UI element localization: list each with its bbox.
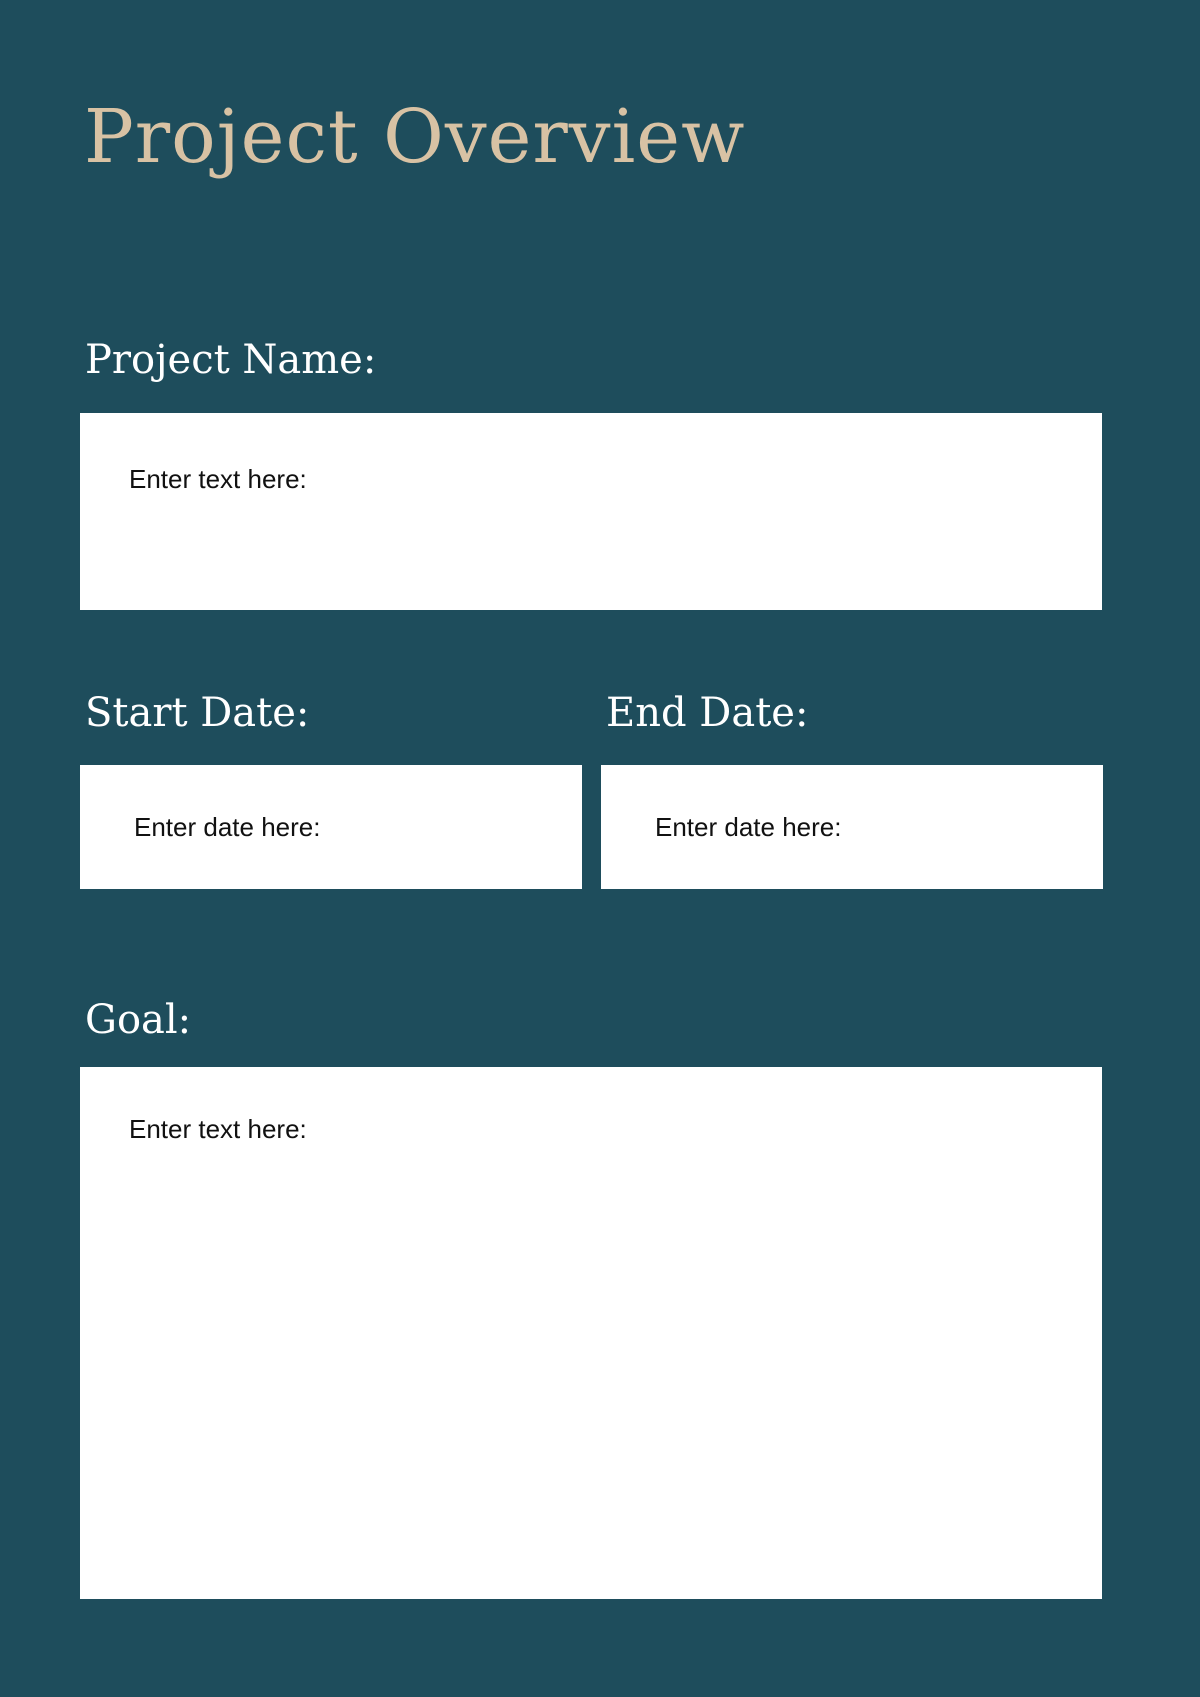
goal-label: Goal:: [85, 997, 192, 1043]
start-date-placeholder: Enter date here:: [134, 812, 321, 842]
goal-field[interactable]: [80, 1067, 1102, 1599]
goal-placeholder: Enter text here:: [129, 1114, 307, 1144]
page-title: Project Overview: [84, 94, 746, 180]
end-date-field[interactable]: [601, 765, 1103, 889]
project-name-label: Project Name:: [85, 337, 377, 383]
start-date-field[interactable]: [80, 765, 582, 889]
end-date-label: End Date:: [606, 690, 809, 736]
start-date-label: Start Date:: [85, 690, 310, 736]
end-date-placeholder: Enter date here:: [655, 812, 842, 842]
project-name-field[interactable]: [80, 413, 1102, 610]
project-name-placeholder: Enter text here:: [129, 464, 307, 494]
